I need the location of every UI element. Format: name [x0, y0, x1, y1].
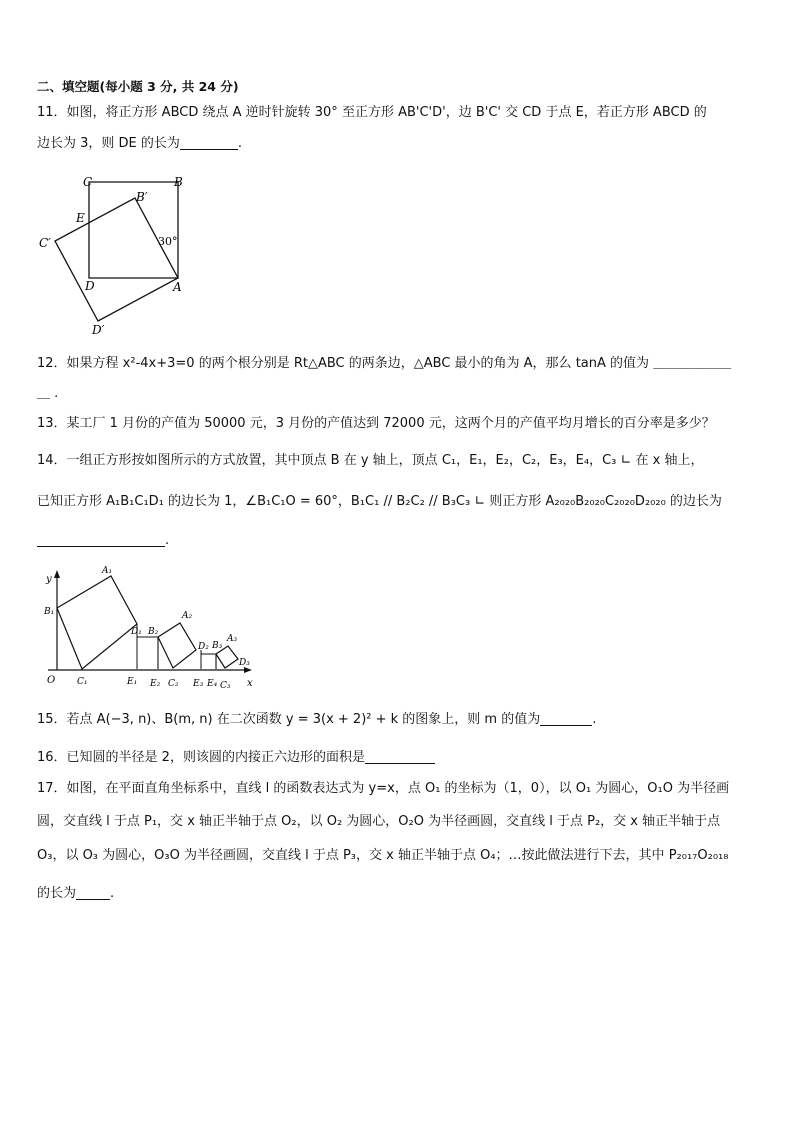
label-a: A	[173, 280, 182, 294]
square-2	[158, 623, 196, 668]
q12-line1: 12．如果方程 x²-4x+3=0 的两个根分别是 Rt△ABC 的两条边，△ABC 最小的角为 A，那么 tanA 的值为 ＿＿＿＿＿＿	[37, 356, 732, 371]
q15-end: .	[592, 712, 597, 727]
connector-1	[137, 637, 158, 669]
label-c: C	[83, 175, 93, 189]
q11-figure	[34, 170, 204, 340]
square-ab-c-d	[55, 198, 178, 321]
q14-line3	[37, 532, 169, 550]
label-d3: D₃	[239, 658, 250, 668]
label-e2: E₂	[150, 679, 161, 689]
label-a2: A₂	[182, 611, 193, 621]
square-abcd	[89, 182, 178, 278]
label-c-prime: C′	[39, 236, 51, 250]
q15-text: 15．若点 A(−3, n)、B(m, n) 在二次函数 y = 3(x + 2)² + k 的图象上，则 m 的值为	[37, 712, 541, 727]
q14-line2: 已知正方形 A₁B₁C₁D₁ 的边长为 1，∠B₁C₁O = 60°，B₁C₁ // B₂C₂ // B₃C₃ ∟ 则正方形 A₂₀₂₀B₂₀₂₀C₂₀₂₀D₂₀₂₀ 的边长为	[37, 494, 722, 509]
q16-text: 16．已知圆的半径是 2，则该圆的内接正六边形的面积是	[37, 750, 365, 765]
label-a1: A₁	[102, 566, 113, 576]
label-y: y	[46, 574, 52, 585]
label-b: B	[174, 175, 183, 189]
q17-line3: O₃，以 O₃ 为圆心，O₃O 为半径画圆，交直线 l 于点 P₃，交 x 轴正半轴于点 O₄；…按此做法进行下去，其中 P₂₀₁₇O₂₀₁₈	[37, 848, 729, 863]
label-e4: E₄	[207, 679, 218, 689]
label-o: O	[47, 675, 56, 686]
q12-line2: ＿ .	[37, 386, 59, 401]
q11-line2-end: .	[237, 136, 243, 151]
section-title: 二、填空题(每小题 3 分, 共 24 分)	[37, 79, 239, 94]
label-d: D	[85, 279, 95, 293]
q17-line1: 17．如图，在平面直角坐标系中，直线 l 的函数表达式为 y=x，点 O₁ 的坐标为（1，0），以 O₁ 为圆心，O₁O 为半径画	[37, 781, 730, 796]
label-d1: D₁	[131, 627, 142, 637]
label-a3: A₃	[227, 634, 238, 644]
q11-answer-blank[interactable]	[180, 135, 238, 150]
square-1	[57, 576, 137, 669]
label-angle: 30°	[158, 235, 178, 248]
q11-line1: 11．如图，将正方形 ABCD 绕点 A 逆时针旋转 30° 至正方形 AB'C'D'，边 B'C' 交 CD 于点 E，若正方形 ABCD 的	[37, 105, 707, 120]
q17-answer-blank[interactable]	[76, 885, 110, 900]
label-c1: C₁	[77, 677, 88, 687]
label-b2: B₂	[148, 627, 159, 637]
label-b3: B₃	[212, 641, 223, 651]
label-c3: C₃	[220, 681, 231, 690]
label-x: x	[247, 678, 253, 689]
q17-line4	[37, 885, 114, 903]
q13-line1: 13．某工厂 1 月份的产值为 50000 元，3 月份的产值达到 72000 元，这两个月的产值平均月增长的百分率是多少？	[37, 416, 715, 431]
q17-line2: 圆，交直线 l 于点 P₁，交 x 轴正半轴于点 O₂，以 O₂ 为圆心，O₂O 为半径画圆，交直线 l 于点 P₂，交 x 轴正半轴于点	[37, 814, 721, 829]
q11-line2-text: 边长为 3，则 DE 的长为	[37, 136, 180, 151]
q15-answer-blank[interactable]	[540, 711, 592, 726]
y-axis-arrow	[54, 570, 60, 578]
q16-answer-blank[interactable]	[365, 749, 435, 764]
q14-figure	[40, 562, 262, 690]
label-b-prime: B′	[136, 190, 148, 204]
connector-2	[201, 654, 216, 669]
q16-line	[37, 749, 435, 767]
label-e: E	[76, 211, 85, 225]
q14-answer-blank[interactable]	[37, 532, 165, 547]
q11-line2	[37, 135, 242, 153]
label-d-prime: D′	[92, 323, 105, 337]
q14-line1: 14．一组正方形按如图所示的方式放置，其中顶点 B 在 y 轴上，顶点 C₁，E₁，E₂，C₂，E₃，E₄，C₃ ∟ 在 x 轴上，	[37, 453, 704, 468]
q17-line4-text: 的长为	[37, 886, 77, 901]
label-b1: B₁	[44, 607, 55, 617]
q14-line3-end: .	[165, 533, 170, 548]
label-e3: E₃	[193, 679, 204, 689]
label-d2: D₂	[198, 642, 209, 652]
q17-line4-end: .	[110, 886, 115, 901]
label-c2: C₂	[168, 679, 179, 689]
label-e1: E₁	[127, 677, 138, 687]
q15-line	[37, 711, 596, 729]
